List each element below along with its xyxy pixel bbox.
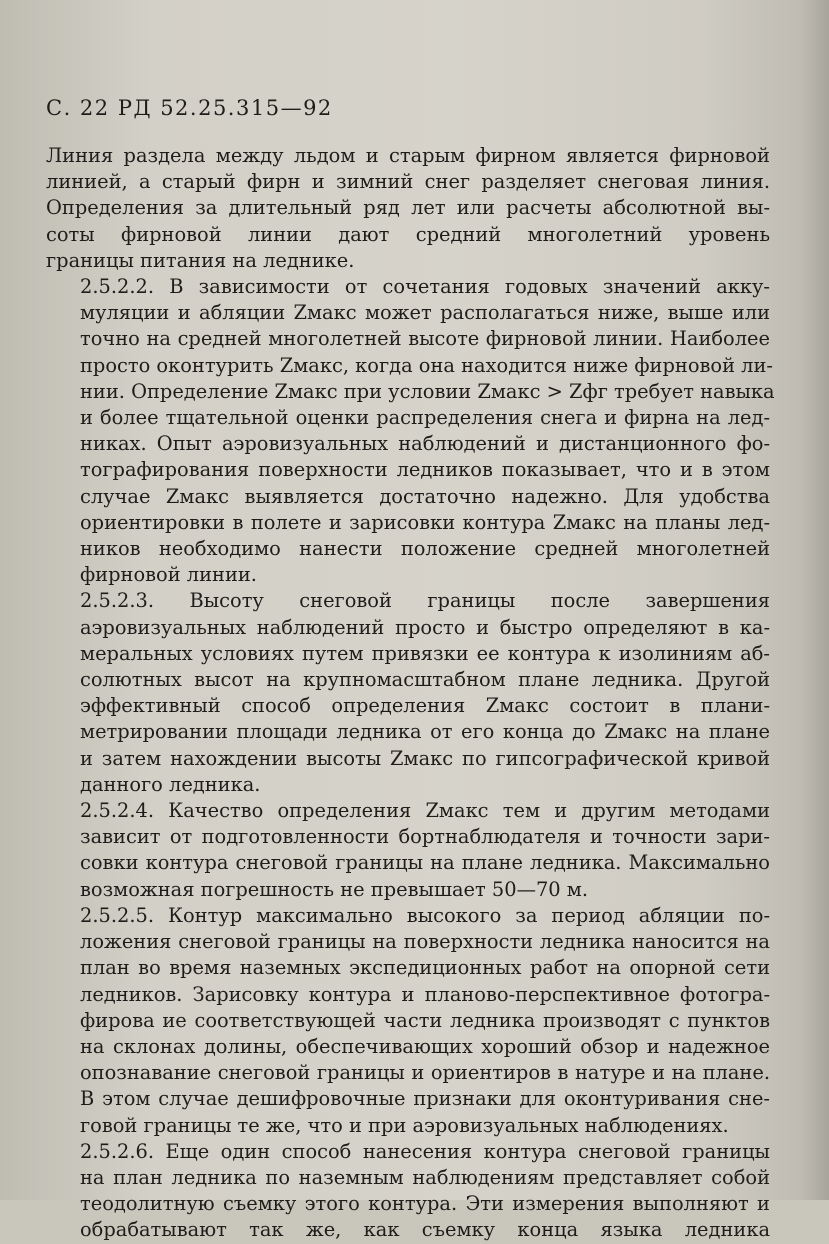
text-line: ледников. Зарисовку контура и планово-перспективное фотогра- — [80, 982, 770, 1006]
text-line: метрировании площади ледника от его конца до Zмакс на плане — [80, 720, 770, 744]
text-line: совки контура снеговой границы на плане ледника. Максимально — [80, 851, 770, 875]
paragraph-2-5-2-3 — [46, 588, 770, 798]
text-line: ориентировки в полете и зарисовки контура Zмакс на планы лед- — [80, 510, 770, 534]
text-line: соты фирновой линии дают средний многолетний уровень — [46, 222, 770, 246]
text-line: данного ледника. — [80, 772, 261, 796]
text-line: ложения снеговой границы на поверхности ледника наносится на — [80, 930, 770, 954]
text-line: аэровизуальных наблюдений просто и быстро определяют в ка- — [80, 615, 770, 639]
page-body — [46, 143, 775, 1244]
text-line: фирновой линии. — [80, 563, 257, 587]
text-line: тографирования поверхности ледников показывает, что и в этом — [80, 458, 770, 482]
text-line: Линия раздела между льдом и старым фирном является фирновой — [46, 144, 770, 167]
text-line: эффективный способ определения Zмакс состоит в плани- — [80, 694, 770, 718]
text-line: точно на средней многолетней высоте фирновой линии. Наиболее — [80, 327, 770, 351]
text-line: теодолитную съемку этого контура. Эти измерения выполняют и — [80, 1192, 770, 1216]
paragraph-2-5-2-4 — [46, 798, 770, 903]
text-line: обрабатывают так же, как съемку конца языка ледника — [80, 1218, 770, 1242]
text-line: и затем нахождении высоты Zмакс по гипсографической кривой — [80, 746, 770, 770]
text-line: зависит от подготовленности бортнаблюдателя и точности зари- — [80, 825, 770, 849]
text-line: возможная погрешность не превышает 50—70 м. — [80, 877, 589, 901]
page-header: С. 22 РД 52.25.315—92 — [46, 96, 333, 120]
text-line: меральных условиях путем привязки ее контура к изолиниям аб- — [80, 641, 770, 665]
text-line: опознавание снеговой границы и ориентиров в натуре и на плане. — [80, 1061, 770, 1085]
text-line: говой границы те же, что и при аэровизуальных наблюдениях. — [80, 1113, 729, 1137]
text-line: 2.5.2.6. Еще один способ нанесения контура снеговой границы — [80, 1139, 770, 1163]
text-line: фирова ие соответствующей части ледника производят с пунктов — [80, 1008, 770, 1032]
paragraph-2-5-2-2 — [46, 274, 775, 588]
text-line: Определения за длительный ряд лет или расчеты абсолютной вы- — [46, 196, 770, 220]
page-edge-shadow — [801, 0, 829, 1200]
text-line: нии. Определение Zмакс при условии Zмакс > Zфг требует навыка — [80, 379, 775, 403]
paragraph-intro — [46, 143, 770, 274]
text-line: муляции и абляции Zмакс может располагаться ниже, выше или — [80, 301, 770, 325]
text-line: В этом случае дешифровочные признаки для оконтуривания сне- — [80, 1087, 770, 1111]
paragraph-2-5-2-6 — [46, 1139, 770, 1244]
text-line: солютных высот на крупномасштабном плане ледника. Другой — [80, 668, 770, 692]
text-line: на склонах долины, обеспечивающих хороший обзор и надежное — [80, 1034, 770, 1058]
text-line: 2.5.2.5. Контур максимально высокого за период абляции по- — [80, 903, 770, 927]
text-line: линией, а старый фирн и зимний снег разделяет снеговая линия. — [46, 170, 770, 194]
text-line: и более тщательной оценки распределения снега и фирна на лед- — [80, 406, 770, 430]
text-line: ников необходимо нанести положение средней многолетней — [80, 537, 770, 561]
text-line: план во время наземных экспедиционных работ на опорной сети — [80, 956, 770, 980]
text-line: границы питания на леднике. — [46, 248, 355, 272]
text-line: 2.5.2.2. В зависимости от сочетания годовых значений акку- — [80, 275, 770, 299]
text-line: никах. Опыт аэровизуальных наблюдений и дистанционного фо- — [80, 432, 770, 456]
text-line: 2.5.2.3. Высоту снеговой границы после завершения — [80, 589, 770, 613]
text-line: случае Zмакс выявляется достаточно надежно. Для удобства — [80, 484, 770, 508]
text-line: просто оконтурить Zмакс, когда она находится ниже фирновой ли- — [80, 353, 773, 377]
text-line: на план ледника по наземным наблюдениям представляет собой — [80, 1165, 770, 1189]
paragraph-2-5-2-5 — [46, 903, 770, 1139]
text-line: 2.5.2.4. Качество определения Zмакс тем и другим методами — [80, 799, 770, 823]
